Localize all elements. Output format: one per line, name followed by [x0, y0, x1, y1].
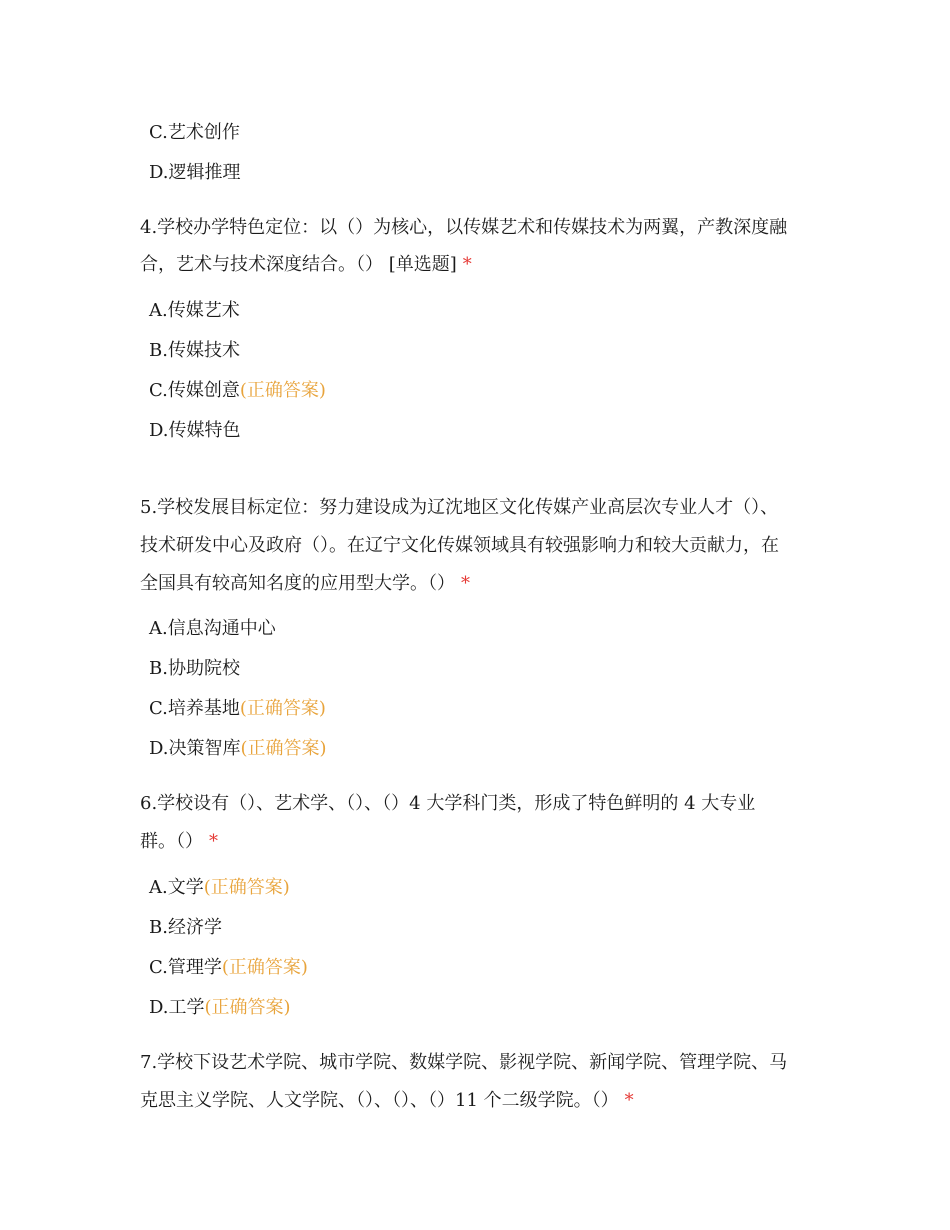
q6-option-d[interactable] [149, 996, 291, 1020]
option-label: C.传媒创意 [149, 380, 240, 401]
option-label: B.协助院校 [149, 658, 240, 679]
q4-question-text-line2: 合，艺术与技术深度结合。（） [单选题] * [140, 254, 472, 275]
correct-answer-tag: (正确答案) [203, 877, 290, 898]
option-label: D.传媒特色 [149, 420, 241, 441]
option-label: B.传媒技术 [149, 340, 240, 361]
required-mark: * [209, 831, 218, 852]
q4-option-b[interactable] [149, 339, 240, 363]
q4-option-a[interactable] [149, 299, 240, 323]
q6-option-b[interactable] [149, 916, 222, 940]
q4-option-c[interactable] [149, 379, 326, 403]
q3-option-c[interactable] [149, 121, 240, 145]
q5-option-d[interactable] [149, 737, 327, 761]
q6-option-c[interactable] [149, 956, 308, 980]
option-label: A.传媒艺术 [149, 300, 240, 321]
q5-question-text-line3: 全国具有较高知名度的应用型大学。（） * [140, 573, 470, 594]
q5-option-c[interactable] [149, 697, 326, 721]
q5-question-text-line1: 5.学校发展目标定位：努力建设成为辽沈地区文化传媒产业高层次专业人才（）、 [140, 497, 779, 518]
correct-answer-tag: (正确答案) [240, 738, 327, 759]
option-label: C.管理学 [149, 957, 222, 978]
option-label: D.决策智库 [149, 738, 241, 759]
correct-answer-tag: (正确答案) [239, 380, 326, 401]
correct-answer-tag: (正确答案) [204, 997, 291, 1018]
q3-option-d[interactable] [149, 161, 241, 185]
correct-answer-tag: (正确答案) [239, 698, 326, 719]
q5-option-a[interactable] [149, 617, 276, 641]
required-mark: * [461, 573, 470, 594]
q6-option-a[interactable] [149, 876, 290, 900]
option-label: D.工学 [149, 997, 205, 1018]
option-label: C.培养基地 [149, 698, 240, 719]
option-label: B.经济学 [149, 917, 222, 938]
required-mark: * [462, 254, 472, 275]
q6-question-text-line2: 群。（） * [140, 831, 218, 852]
q7-question-text-line2: 克思主义学院、人文学院、（）、（）、（）11 个二级学院。（） * [140, 1090, 634, 1111]
q4-question-text-line1: 4.学校办学特色定位：以（）为核心，以传媒艺术和传媒技术为两翼，产教深度融 [140, 217, 788, 238]
required-mark: * [624, 1090, 634, 1111]
correct-answer-tag: (正确答案) [221, 957, 308, 978]
q5-option-b[interactable] [149, 657, 240, 681]
q7-question-text-line1: 7.学校下设艺术学院、城市学院、数媒学院、影视学院、新闻学院、管理学院、马 [140, 1052, 788, 1073]
q4-option-d[interactable] [149, 419, 241, 443]
q6-question-text-line1: 6.学校设有（）、艺术学、（）、（）4 大学科门类，形成了特色鲜明的 4 大专业 [140, 793, 756, 814]
option-label: A.信息沟通中心 [149, 618, 276, 639]
option-label: D.逻辑推理 [149, 162, 241, 183]
option-label: C.艺术创作 [149, 122, 240, 143]
q5-question-text-line2: 技术研发中心及政府（）。在辽宁文化传媒领域具有较强影响力和较大贡献力，在 [140, 535, 779, 556]
option-label: A.文学 [149, 877, 204, 898]
